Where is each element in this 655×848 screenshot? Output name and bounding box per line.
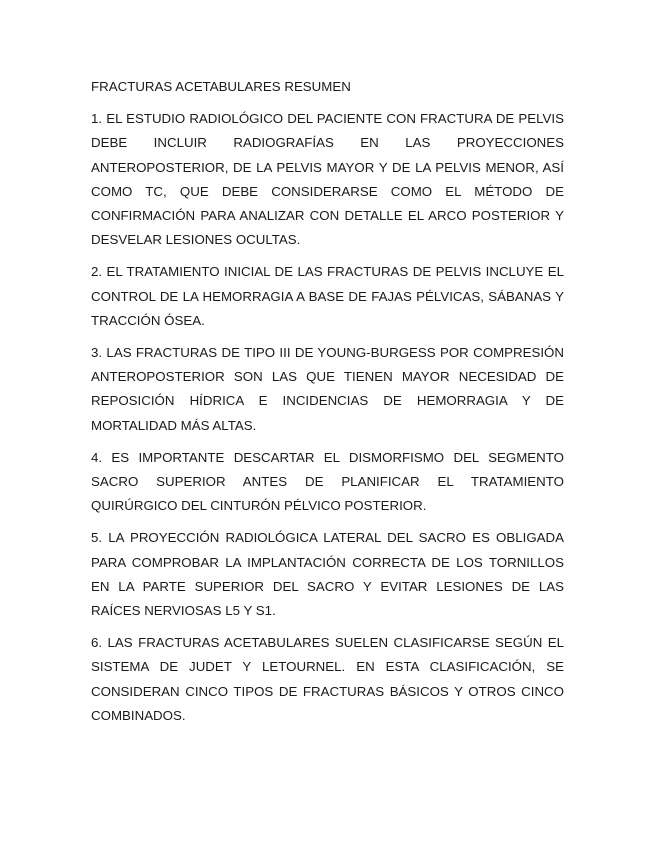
paragraph-3: 3. LAS FRACTURAS DE TIPO III DE YOUNG-BURGESS POR COMPRESIÓN ANTEROPOSTERIOR SON LAS QUE TIENEN MAYOR NECESIDAD DE REPOSICIÓN HÍDRICA E INCIDENCIAS DE HEMORRAGIA Y DE MORTALIDAD MÁS ALTAS. [91,345,564,433]
paragraph-4: 4. ES IMPORTANTE DESCARTAR EL DISMORFISMO DEL SEGMENTO SACRO SUPERIOR ANTES DE PLANIFICAR EL TRATAMIENTO QUIRÚRGICO DEL CINTURÓN PÉLVICO POSTERIOR. [91,449,564,514]
document-title: FRACTURAS ACETABULARES RESUMEN [91,79,351,94]
document-page [91,75,564,736]
paragraph-1: 1. EL ESTUDIO RADIOLÓGICO DEL PACIENTE CON FRACTURA DE PELVIS DEBE INCLUIR RADIOGRAFÍAS EN LAS PROYECCIONES ANTEROPOSTERIOR, DE LA PELVIS MAYOR Y DE LA PELVIS MENOR, ASÍ COMO TC, QUE DEBE CONSIDERARSE COMO EL MÉTODO DE CONFIRMACIÓN PARA ANALIZAR CON DETALLE EL ARCO POSTERIOR Y DESVELAR LESIONES OCULTAS. [91,111,564,248]
paragraph-6: 6. LAS FRACTURAS ACETABULARES SUELEN CLASIFICARSE SEGÚN EL SISTEMA DE JUDET Y LETOURNEL. EN ESTA CLASIFICACIÓN, SE CONSIDERAN CINCO TIPOS DE FRACTURAS BÁSICOS Y OTROS CINCO COMBINADOS. [91,635,564,723]
paragraph-5: 5. LA PROYECCIÓN RADIOLÓGICA LATERAL DEL SACRO ES OBLIGADA PARA COMPROBAR LA IMPLANTACIÓN CORRECTA DE LOS TORNILLOS EN LA PARTE SUPERIOR DEL SACRO Y EVITAR LESIONES DE LAS RAÍCES NERVIOSAS L5 Y S1. [91,530,564,619]
paragraph-2: 2. EL TRATAMIENTO INICIAL DE LAS FRACTURAS DE PELVIS INCLUYE EL CONTROL DE LA HEMORRAGIA A BASE DE FAJAS PÉLVICAS, SÁBANAS Y TRACCIÓN ÓSEA. [91,264,564,328]
